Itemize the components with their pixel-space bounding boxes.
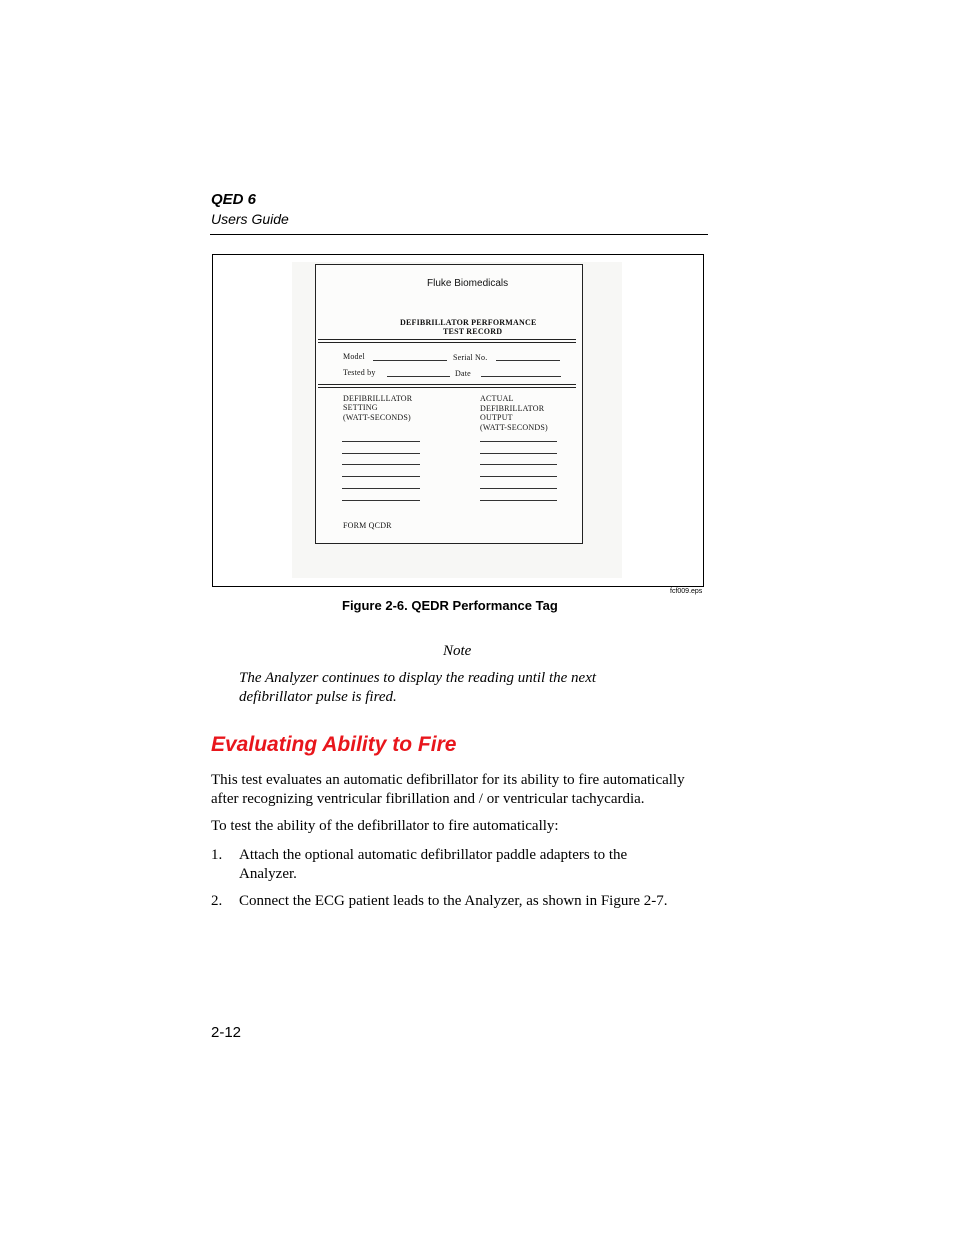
form-output-blank	[480, 488, 557, 489]
body-paragraph: To test the ability of the defibrillator to fire automatically:	[211, 818, 559, 834]
form-col2-line3: OUTPUT	[480, 413, 513, 422]
form-col1-line1: DEFIBRILLLATOR	[343, 394, 413, 403]
page-number: 2-12	[211, 1024, 242, 1041]
section-heading: Evaluating Ability to Fire	[211, 733, 457, 756]
document-title: QED 6	[211, 191, 257, 208]
performance-tag-form	[315, 264, 583, 544]
header-divider	[210, 234, 708, 235]
form-col2-line2: DEFIBRILLATOR	[480, 404, 545, 413]
list-item-text: Connect the ECG patient leads to the Analyzer, as shown in Figure 2-7.	[239, 893, 668, 909]
form-divider-top-1	[318, 339, 576, 340]
form-output-blank	[480, 441, 557, 442]
form-setting-blank	[342, 500, 420, 501]
form-tested-by-blank	[387, 376, 450, 377]
form-divider-mid-1	[318, 384, 576, 385]
body-paragraph: This test evaluates an automatic defibrillator for its ability to fire automatically after recognizing ventricular fibrillation and / or ventricular tachycardia.	[211, 772, 685, 807]
form-title-line1: DEFIBRILLATOR PERFORMANCE	[400, 318, 537, 327]
form-col2-line4: (WATT-SECONDS)	[480, 423, 548, 432]
figure-caption: Figure 2-6. QEDR Performance Tag	[342, 598, 558, 613]
form-company-name: Fluke Biomedicals	[427, 278, 509, 289]
form-output-blank	[480, 476, 557, 477]
form-output-blank	[480, 453, 557, 454]
note-label: Note	[443, 643, 472, 659]
form-setting-blank	[342, 476, 420, 477]
form-serial-blank	[496, 360, 560, 361]
form-col1-line3: (WATT-SECONDS)	[343, 413, 411, 422]
form-divider-mid-2	[318, 387, 576, 388]
form-id-label: FORM QCDR	[343, 521, 392, 530]
form-setting-blank	[342, 453, 420, 454]
list-item-number: 2.	[211, 893, 223, 909]
form-col2-line1: ACTUAL	[480, 394, 514, 403]
form-output-blank	[480, 500, 557, 501]
form-divider-top-2	[318, 342, 576, 343]
form-date-blank	[481, 376, 561, 377]
form-tested-by-label: Tested by	[343, 368, 376, 377]
figure-file-label: fcf009.eps	[670, 588, 703, 595]
form-setting-blank	[342, 441, 420, 442]
form-setting-blank	[342, 488, 420, 489]
form-setting-blank	[342, 464, 420, 465]
form-output-blank	[480, 464, 557, 465]
form-date-label: Date	[455, 369, 471, 378]
form-serial-label: Serial No.	[453, 353, 488, 362]
list-item-text: Attach the optional automatic defibrillator paddle adapters to the Analyzer.	[239, 847, 628, 882]
form-model-label: Model	[343, 352, 365, 361]
form-col1-line2: SETTING	[343, 403, 378, 412]
list-item-number: 1.	[211, 847, 223, 863]
form-model-blank	[373, 360, 447, 361]
form-title-line2: TEST RECORD	[443, 327, 503, 336]
document-subtitle: Users Guide	[211, 211, 289, 227]
note-text: The Analyzer continues to display the reading until the next defibrillator pulse is fired.	[239, 670, 597, 705]
